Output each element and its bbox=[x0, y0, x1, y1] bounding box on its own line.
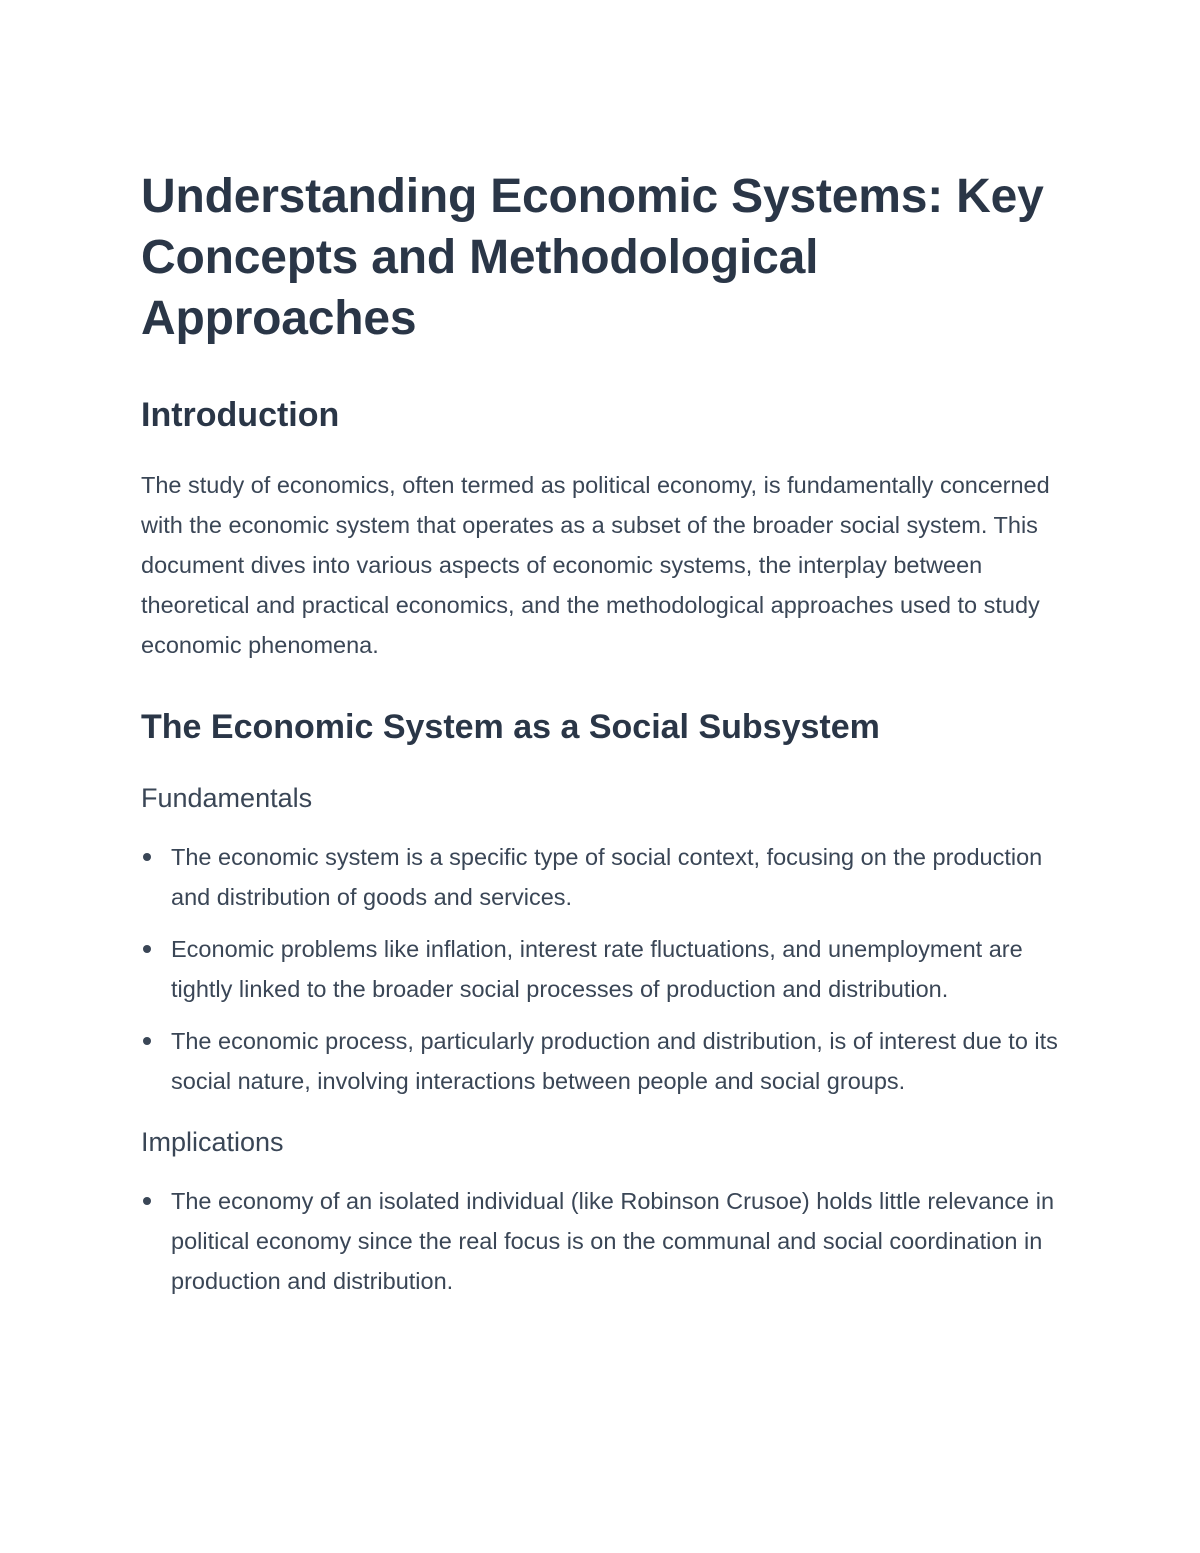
document-title: Understanding Economic Systems: Key Concepts and Methodological Approaches bbox=[141, 170, 1044, 345]
list-item bbox=[141, 929, 1061, 1009]
introduction-heading: Introduction bbox=[141, 396, 340, 434]
fundamentals-list bbox=[141, 837, 1061, 1101]
list-item-text: Economic problems like inflation, interest rate fluctuations, and unemployment are tightly linked to the broader social processes of production and distribution. bbox=[171, 936, 1023, 1002]
implications-list bbox=[141, 1181, 1061, 1301]
bullet-icon bbox=[143, 853, 151, 861]
fundamentals-heading: Fundamentals bbox=[141, 783, 313, 813]
list-item bbox=[141, 1021, 1061, 1101]
list-item bbox=[141, 837, 1061, 917]
list-item-text: The economy of an isolated individual (like Robinson Crusoe) holds little relevance in political economy since the real focus is on the communal and social coordination in production and distribution. bbox=[171, 1188, 1055, 1294]
list-item-text: The economic process, particularly production and distribution, is of interest due to its social nature, involving interactions between people and social groups. bbox=[171, 1028, 1058, 1094]
bullet-icon bbox=[143, 1197, 151, 1205]
section-heading: The Economic System as a Social Subsystem bbox=[141, 708, 880, 746]
bullet-icon bbox=[143, 945, 151, 953]
list-item bbox=[141, 1181, 1061, 1301]
introduction-paragraph: The study of economics, often termed as political economy, is fundamentally concerned with the economic system that operates as a subset of the broader social system. This document dives into various aspects of economic systems, the interplay between theoretical and practical economics, and the methodological approaches used to study economic phenomena. bbox=[141, 472, 1050, 658]
bullet-icon bbox=[143, 1037, 151, 1045]
implications-heading: Implications bbox=[141, 1127, 284, 1157]
document-page bbox=[141, 166, 1061, 1313]
list-item-text: The economic system is a specific type of social context, focusing on the production and distribution of goods and services. bbox=[171, 844, 1043, 910]
